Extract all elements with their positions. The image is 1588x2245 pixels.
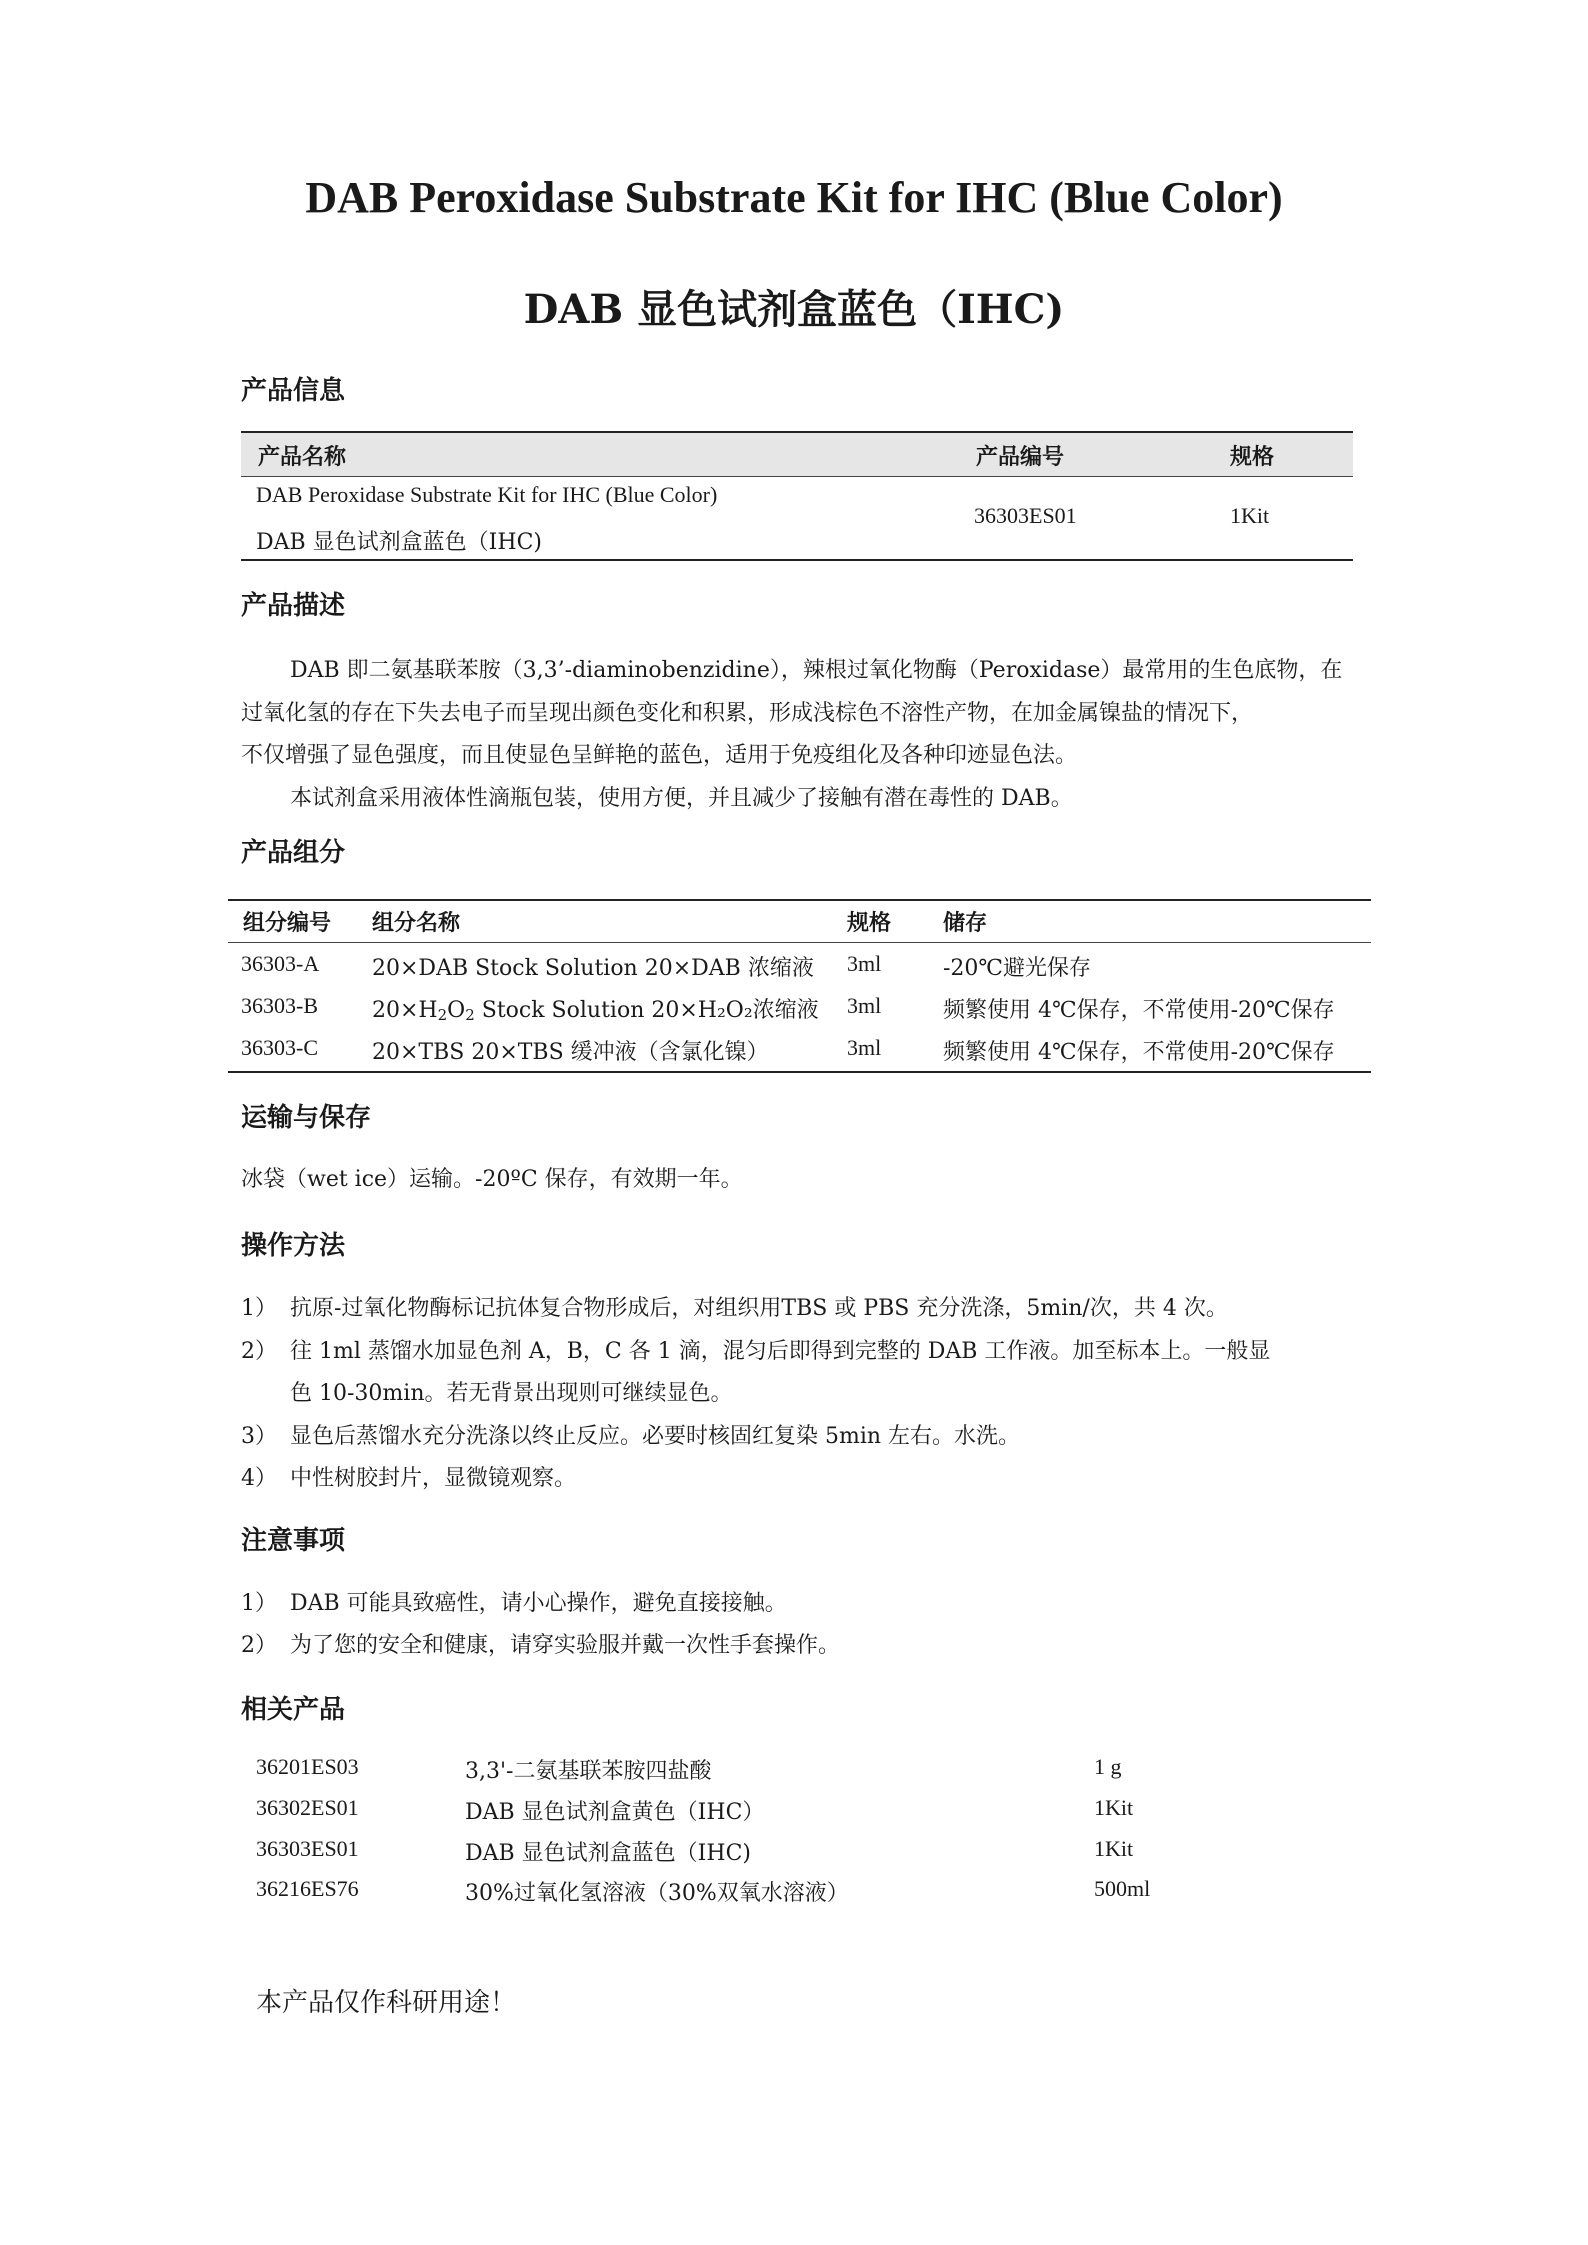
related-code: 36201ES03 (256, 1754, 359, 1779)
step-number: 1） (241, 1296, 277, 1321)
table-header-shade (241, 433, 1353, 476)
related-code: 36216ES76 (256, 1876, 359, 1901)
related-name: DAB 显色试剂盒黄色（IHC） (465, 1800, 765, 1825)
related-code: 36302ES01 (256, 1795, 359, 1820)
step-text: 往 1ml 蒸馏水加显色剂 A，B，C 各 1 滴，混匀后即得到完整的 DAB 工作液。加至标本上。一般显 (290, 1339, 1271, 1364)
heading-related: 相关产品 (241, 1695, 346, 1725)
component-storage: 频繁使用 4℃保存，不常使用-20℃保存 (943, 1040, 1335, 1065)
related-code: 36303ES01 (256, 1836, 359, 1861)
description-line: 不仅增强了显色强度，而且使显色呈鲜艳的蓝色，适用于免疫组化及各种印迹显色法。 (241, 743, 1078, 768)
storage-text: 冰袋（wet ice）运输。-20ºC 保存，有效期一年。 (241, 1167, 743, 1192)
step-number: 4） (241, 1466, 277, 1491)
component-name: 20×TBS 20×TBS 缓冲液（含氯化镍） (372, 1040, 769, 1065)
note-text: DAB 可能具致癌性，请小心操作，避免直接接触。 (290, 1591, 787, 1616)
component-id: 36303-B (241, 993, 318, 1018)
related-spec: 1 g (1094, 1754, 1122, 1779)
step-text: 抗原-过氧化物酶标记抗体复合物形成后，对组织用TBS 或 PBS 充分洗涤，5min/次，共 4 次。 (290, 1296, 1228, 1321)
step-text: 显色后蒸馏水充分洗涤以终止反应。必要时核固红复染 5min 左右。水洗。 (290, 1424, 1021, 1449)
component-spec: 3ml (847, 1035, 882, 1060)
description-line: 过氧化氢的存在下失去电子而呈现出颜色变化和积累，形成浅棕色不溶性产物，在加金属镍盐的情况下， (241, 701, 1254, 726)
related-spec: 500ml (1094, 1876, 1151, 1901)
step-text: 色 10-30min。若无背景出现则可继续显色。 (290, 1381, 733, 1406)
title-chinese: DAB 显色试剂盒蓝色（IHC) (523, 286, 1065, 333)
header-component-id: 组分编号 (243, 910, 332, 936)
product-name-en: DAB Peroxidase Substrate Kit for IHC (Blue Color) (256, 482, 718, 507)
table-header-rule (241, 476, 1353, 477)
components-bottom-rule (228, 1071, 1371, 1073)
component-name: $20\times H_2O_2$ Stock Solution 20×H₂O₂浓缩液 (372, 998, 819, 1024)
heading-product-info: 产品信息 (241, 376, 346, 406)
related-name: DAB 显色试剂盒蓝色（IHC) (465, 1841, 751, 1866)
components-top-rule (228, 899, 1371, 901)
component-spec: 3ml (847, 993, 882, 1018)
header-spec: 规格 (1230, 444, 1275, 470)
related-name: 3,3'-二氨基联苯胺四盐酸 (465, 1759, 712, 1784)
title-english: DAB Peroxidase Substrate Kit for IHC (Blue Color) (305, 173, 1283, 222)
components-header-rule (228, 942, 1371, 943)
component-id: 36303-A (241, 951, 320, 976)
header-product-code: 产品编号 (976, 444, 1065, 470)
heading-storage: 运输与保存 (241, 1103, 372, 1133)
heading-components: 产品组分 (241, 838, 346, 868)
related-name: 30%过氧化氢溶液（30%双氧水溶液） (465, 1881, 849, 1906)
related-spec: 1Kit (1094, 1836, 1134, 1861)
step-number: 3） (241, 1424, 277, 1449)
header-product-name: 产品名称 (258, 444, 347, 470)
component-storage: 频繁使用 4℃保存，不常使用-20℃保存 (943, 998, 1335, 1023)
product-code: 36303ES01 (974, 503, 1077, 528)
description-line: DAB 即二氨基联苯胺（3,3’-diaminobenzidine），辣根过氧化物酶（Peroxidase）最常用的生色底物，在 (290, 658, 1343, 683)
description-line: 本试剂盒采用液体性滴瓶包装，使用方便，并且减少了接触有潜在毒性的 DAB。 (290, 786, 1073, 811)
table-bottom-rule (241, 559, 1353, 561)
product-name-cn: DAB 显色试剂盒蓝色（IHC) (256, 530, 542, 555)
header-component-name: 组分名称 (372, 910, 461, 936)
heading-method: 操作方法 (241, 1231, 346, 1261)
component-id: 36303-C (241, 1035, 318, 1060)
heading-notes: 注意事项 (241, 1526, 346, 1556)
note-number: 1） (241, 1591, 277, 1616)
note-text: 为了您的安全和健康，请穿实验服并戴一次性手套操作。 (290, 1633, 841, 1658)
header-component-spec: 规格 (847, 910, 892, 936)
heading-description: 产品描述 (241, 591, 346, 621)
step-number: 2） (241, 1339, 277, 1364)
product-spec: 1Kit (1230, 503, 1270, 528)
header-component-storage: 储存 (943, 910, 988, 936)
step-text: 中性树胶封片，显微镜观察。 (290, 1466, 577, 1491)
note-number: 2） (241, 1633, 277, 1658)
research-use-notice: 本产品仅作科研用途！ (256, 1988, 517, 2018)
component-name: 20×DAB Stock Solution 20×DAB 浓缩液 (372, 956, 814, 981)
component-storage: -20℃避光保存 (943, 956, 1092, 981)
related-spec: 1Kit (1094, 1795, 1134, 1820)
component-spec: 3ml (847, 951, 882, 976)
